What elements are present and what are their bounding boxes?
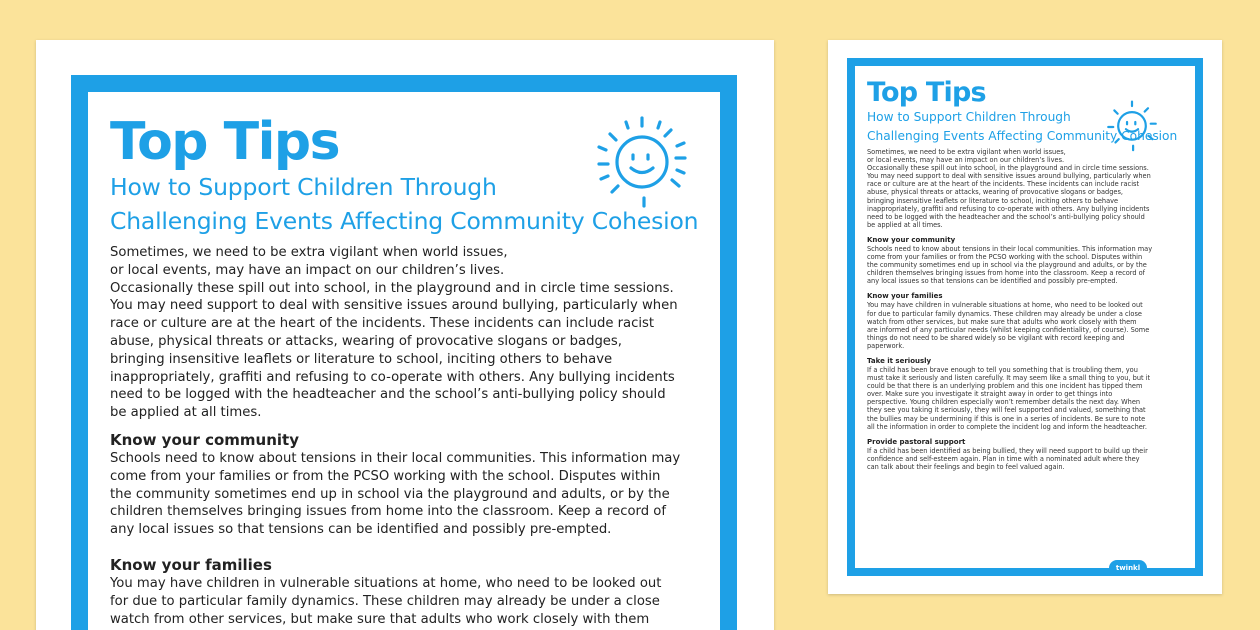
text-line: You may need support to deal with sensitive issues around bullying, particularly when	[867, 172, 1151, 181]
text-line: bringing insensitive leaflets or literature to school, inciting others to behave	[867, 196, 1119, 205]
text-line: need to be logged with the headteacher and the school’s anti-bullying policy should	[110, 387, 666, 403]
text-line: or local events, may have an impact on our children’s lives.	[110, 262, 505, 278]
text-line: all the information in order to complete the incident log and inform the headteacher.	[867, 422, 1148, 431]
text-line: must take it seriously and listen carefully. It may seem like a small thing to you, but it	[867, 374, 1151, 383]
text-line: be applied at all times.	[867, 220, 943, 229]
text-line: things do not need to be shared widely so be vigilant with record keeping and	[867, 333, 1125, 342]
text-line: need to be logged with the headteacher and the school’s anti-bullying policy should	[867, 212, 1145, 221]
text-line: are informed of any particular needs (whilst keeping confidentiality, of course). Some	[867, 325, 1150, 334]
sun-icon	[584, 114, 700, 214]
text-line: race or culture are at the heart of the incidents. These incidents can include racist	[867, 180, 1140, 189]
small-heading-serious: Take it seriously	[867, 356, 932, 365]
text-line: children themselves bringing issues from home into the classroom. Keep a record of	[110, 504, 666, 520]
small-page-title: Top Tips	[867, 77, 986, 108]
text-line: for due to particular family dynamics. These children may already be under a close	[867, 309, 1142, 318]
text-line: If a child has been identified as being bullied, they will need support to build up their	[867, 446, 1148, 455]
text-line: abuse, physical threats or attacks, wearing of provocative slogans or badges,	[110, 333, 622, 349]
page-subtitle-line-1: How to Support Children Through	[110, 173, 497, 201]
text-line: can talk about their feelings and begin to feel valued again.	[867, 462, 1065, 471]
text-line: Occasionally these spill out into school, in the playground and in circle time sessions.	[110, 280, 674, 296]
text-line: inappropriately, graffiti and refusing to co-operate with others. Any bullying incidents	[110, 369, 675, 385]
small-heading-community: Know your community	[867, 235, 956, 244]
text-line: inappropriately, graffiti and refusing to co-operate with others. Any bullying incidents	[867, 204, 1150, 213]
text-line: come from your families or from the PCSO working with the school. Disputes within	[867, 253, 1143, 262]
text-line: You may have children in vulnerable situations at home, who need to be looked out	[110, 575, 662, 591]
community-paragraph	[110, 450, 720, 539]
text-line: over. Make sure you investigate it straight away in order to get things into	[867, 390, 1113, 399]
text-line: Sometimes, we need to be extra vigilant when world issues,	[867, 148, 1066, 156]
text-line: Schools need to know about tensions in their local communities. This information may	[110, 450, 681, 466]
text-line: Sometimes, we need to be extra vigilant when world issues,	[110, 245, 508, 260]
text-line: race or culture are at the heart of the incidents. These incidents can include racist	[110, 316, 655, 332]
twinkl-logo: twinkl	[1109, 560, 1147, 576]
text-line: bringing insensitive leaflets or literature to school, inciting others to behave	[110, 351, 613, 367]
page-subtitle-line-2: Challenging Events Affecting Community Cohesion	[110, 207, 699, 235]
small-intro-paragraph	[867, 148, 1187, 229]
text-line: confidence and self-esteem again. Plan in time with a nominated adult where they	[867, 454, 1140, 463]
text-line: watch from other services, but make sure that adults who work closely with them	[867, 317, 1137, 326]
small-heading-families: Know your families	[867, 292, 943, 301]
text-line: abuse, physical threats or attacks, wearing of provocative slogans or badges,	[867, 188, 1123, 197]
text-line: You may need support to deal with sensitive issues around bullying, particularly when	[110, 298, 678, 314]
small-sun-icon	[1100, 98, 1164, 156]
text-line: for due to particular family dynamics. These children may already be under a close	[110, 593, 660, 609]
text-line: any local issues so that tensions can be identified and possibly pre-empted.	[110, 522, 612, 538]
small-page-preview	[828, 40, 1222, 594]
large-page-preview	[36, 40, 774, 630]
text-line: the bullies may be undermining if this is one in a series of incidents. Be sure to note	[867, 414, 1146, 423]
text-line: the community sometimes end up in school via the playground and adults, or by the	[867, 261, 1147, 270]
text-line: the community sometimes end up in school via the playground and adults, or by the	[110, 486, 670, 502]
families-paragraph	[110, 575, 720, 628]
small-heading-pastoral: Provide pastoral support	[867, 437, 966, 446]
text-line: If a child has been brave enough to tell you something that is troubling them, you	[867, 365, 1138, 374]
small-subtitle-line-1: How to Support Children Through	[867, 110, 1071, 124]
small-pastoral-paragraph	[867, 447, 1187, 471]
page-title: Top Tips	[110, 112, 340, 172]
section-heading-community: Know your community	[110, 430, 299, 449]
text-line: Occasionally these spill out into school, in the playground and in circle time sessions.	[867, 164, 1149, 173]
intro-paragraph	[110, 244, 720, 422]
text-line: could be that there is an underlying problem and this one incident has tipped them	[867, 382, 1143, 391]
text-line: Schools need to know about tensions in their local communities. This information may	[867, 244, 1153, 253]
text-line: any local issues so that tensions can be identified and possibly pre-empted.	[867, 277, 1118, 286]
text-line: paperwork.	[867, 341, 905, 350]
small-serious-paragraph	[867, 366, 1187, 431]
text-line: watch from other services, but make sure that adults who work closely with them	[110, 611, 650, 627]
text-line: perspective. Young children especially won’t remember details the next day. When	[867, 398, 1141, 407]
text-line: children themselves bringing issues from home into the classroom. Keep a record of	[867, 269, 1145, 278]
small-families-paragraph	[867, 301, 1187, 350]
text-line: be applied at all times.	[110, 405, 262, 421]
small-subtitle-line-2: Challenging Events Affecting Community Cohesion	[867, 129, 1178, 143]
section-heading-families: Know your families	[110, 555, 272, 574]
text-line: You may have children in vulnerable situations at home, who need to be looked out	[867, 301, 1143, 310]
text-line: they see you taking it seriously, they will feel supported and valued, something that	[867, 406, 1146, 415]
text-line: or local events, may have an impact on our children’s lives.	[867, 156, 1065, 165]
small-community-paragraph	[867, 245, 1187, 285]
text-line: come from your families or from the PCSO working with the school. Disputes within	[110, 468, 661, 484]
